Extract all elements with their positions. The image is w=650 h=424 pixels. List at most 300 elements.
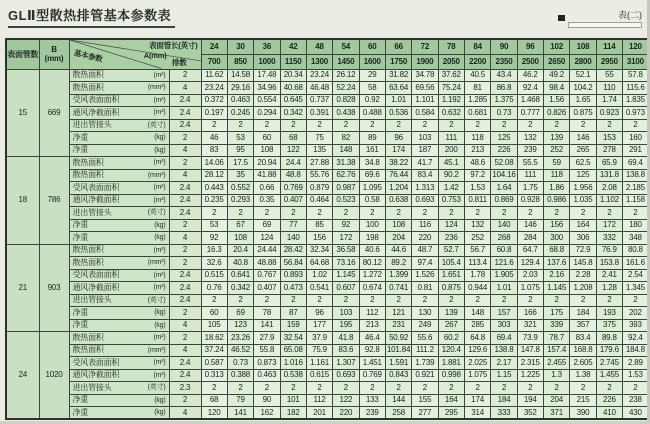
param-label-cell: [69, 244, 169, 257]
value-cell: 145.8: [570, 257, 596, 270]
group-b-value: 1020: [39, 332, 69, 420]
value-cell: 28.42: [280, 244, 306, 257]
value-cell: 75.9: [306, 344, 332, 357]
value-cell: 1.161: [306, 357, 332, 370]
value-cell: 164: [438, 394, 464, 407]
b-header-label: B: [51, 45, 57, 55]
value-cell: 174: [385, 144, 411, 157]
value-cell: 1.01: [491, 282, 517, 295]
length-mm-header: 1000: [254, 54, 280, 69]
value-cell: 258: [385, 407, 411, 420]
param-label-cell: [69, 369, 169, 382]
value-cell: 122: [333, 394, 359, 407]
value-cell: 184.8: [623, 344, 649, 357]
value-cell: 104.16: [491, 169, 517, 182]
value-cell: 92.8: [359, 344, 385, 357]
value-cell: 321: [517, 319, 543, 332]
param-label-wrap: [70, 284, 169, 292]
value-cell: 139: [438, 307, 464, 320]
value-cell: 73.9: [517, 332, 543, 345]
value-cell: 35: [227, 169, 253, 182]
length-in-header: 42: [280, 39, 306, 54]
value-cell: 23.24: [201, 82, 227, 95]
value-cell: 31.38: [333, 157, 359, 170]
value-cell: 16.3: [201, 244, 227, 257]
param-name: 散热面积: [72, 332, 104, 342]
value-cell: 64.7: [517, 244, 543, 257]
value-cell: 375: [596, 319, 622, 332]
param-name: 受风表面面积: [72, 95, 120, 105]
value-cell: 0.973: [623, 107, 649, 120]
value-cell: 1.101: [412, 94, 438, 107]
value-cell: 60.8: [491, 244, 517, 257]
value-cell: 2: [333, 294, 359, 307]
value-cell: 97.4: [412, 257, 438, 270]
value-cell: 111: [438, 132, 464, 145]
value-cell: 184: [570, 307, 596, 320]
value-cell: 0.388: [227, 369, 253, 382]
value-cell: 2: [438, 119, 464, 132]
tube-count-header: [6, 39, 39, 69]
value-cell: 0.737: [306, 94, 332, 107]
value-cell: 2: [306, 207, 332, 220]
length-in-header: 108: [570, 39, 596, 54]
value-cell: 252: [464, 232, 490, 245]
value-cell: 112: [359, 307, 385, 320]
table-row: [6, 269, 649, 282]
value-cell: 0.826: [543, 107, 569, 120]
rows-count-cell: 2: [169, 257, 201, 270]
value-cell: 175: [543, 307, 569, 320]
value-cell: 115.6: [623, 82, 649, 95]
value-cell: 20.94: [254, 157, 280, 170]
value-cell: 0.538: [280, 369, 306, 382]
value-cell: 164: [570, 219, 596, 232]
value-cell: 284: [517, 232, 543, 245]
value-cell: 2: [201, 382, 227, 395]
value-cell: 43.4: [491, 69, 517, 82]
value-cell: 2.605: [570, 357, 596, 370]
value-cell: 2: [543, 207, 569, 220]
value-cell: 0.463: [254, 369, 280, 382]
value-cell: 0.777: [517, 107, 543, 120]
param-name: 净重: [72, 220, 89, 230]
rows-count-cell: 2.4: [169, 194, 201, 207]
value-cell: 41.7: [412, 157, 438, 170]
value-cell: 68: [201, 394, 227, 407]
corner-note: [558, 6, 644, 32]
value-cell: 32.54: [280, 332, 306, 345]
value-cell: 124: [254, 232, 280, 245]
param-unit: (英寸): [147, 384, 166, 392]
value-cell: 46.4: [359, 332, 385, 345]
value-cell: 2.54: [623, 269, 649, 282]
value-cell: 236: [438, 232, 464, 245]
param-unit: (m²): [153, 109, 166, 117]
value-cell: 184: [491, 394, 517, 407]
value-cell: 26.12: [333, 69, 359, 82]
value-cell: 2: [385, 207, 411, 220]
value-cell: 69.4: [491, 332, 517, 345]
value-cell: 48.8: [280, 169, 306, 182]
param-label-cell: [69, 132, 169, 145]
value-cell: 27.9: [254, 332, 280, 345]
value-cell: 1.451: [359, 357, 385, 370]
param-unit: (m²): [153, 284, 166, 292]
value-cell: 121: [385, 307, 411, 320]
value-cell: 1.956: [570, 182, 596, 195]
length-mm-header: 1600: [359, 54, 385, 69]
value-cell: 0.587: [201, 357, 227, 370]
value-cell: 2.315: [517, 357, 543, 370]
param-label-cell: [69, 119, 169, 132]
value-cell: 332: [596, 232, 622, 245]
value-cell: 1.28: [596, 282, 622, 295]
value-cell: 120.4: [438, 344, 464, 357]
table-row: [6, 169, 649, 182]
value-cell: 76.44: [385, 169, 411, 182]
value-cell: 2: [491, 119, 517, 132]
value-cell: 125: [491, 132, 517, 145]
param-unit: (m²): [153, 184, 166, 192]
value-cell: 1.075: [464, 369, 490, 382]
value-cell: 1.65: [570, 94, 596, 107]
length-in-header: 90: [491, 39, 517, 54]
length-in-header: 30: [227, 39, 253, 54]
value-cell: 34.78: [412, 69, 438, 82]
value-cell: 86.8: [491, 82, 517, 95]
value-cell: 303: [491, 319, 517, 332]
value-cell: 0.76: [201, 282, 227, 295]
param-label-cell: [69, 307, 169, 320]
value-cell: 108: [227, 232, 253, 245]
value-cell: 2: [254, 207, 280, 220]
value-cell: 2: [491, 294, 517, 307]
param-label-wrap: [70, 359, 169, 367]
param-unit: (m²): [153, 159, 166, 167]
param-label-wrap: [70, 346, 169, 354]
value-cell: 2: [227, 207, 253, 220]
value-cell: 2: [280, 207, 306, 220]
param-name: 受风表面面积: [72, 270, 120, 280]
value-cell: 2: [280, 382, 306, 395]
value-cell: 179.6: [596, 344, 622, 357]
value-cell: 1.145: [333, 269, 359, 282]
value-cell: 277: [412, 407, 438, 420]
value-cell: 2: [254, 119, 280, 132]
value-cell: 2: [596, 294, 622, 307]
value-cell: 174: [464, 394, 490, 407]
param-label-cell: [69, 394, 169, 407]
value-cell: 193: [596, 307, 622, 320]
value-cell: 89.2: [385, 257, 411, 270]
length-mm-header: 2200: [464, 54, 490, 69]
value-cell: 147.8: [517, 344, 543, 357]
length-in-header: 24: [201, 39, 227, 54]
value-cell: 2: [333, 382, 359, 395]
value-cell: 56.84: [280, 257, 306, 270]
value-cell: 44.6: [385, 244, 411, 257]
param-unit: (mm²): [147, 171, 166, 179]
length-mm-header: 1750: [385, 54, 411, 69]
param-name: 通风净截面积: [72, 107, 120, 117]
length-mm-header: 850: [227, 54, 253, 69]
value-cell: 60.2: [438, 332, 464, 345]
value-cell: 0.693: [412, 194, 438, 207]
param-label-wrap: [70, 96, 169, 104]
rows-count-cell: 2.4: [169, 207, 201, 220]
b-header: [39, 39, 69, 69]
value-cell: 0.438: [333, 107, 359, 120]
param-label-wrap: [70, 321, 169, 329]
value-cell: 133: [359, 394, 385, 407]
value-cell: 2.28: [570, 269, 596, 282]
value-cell: 2: [543, 294, 569, 307]
table-row: [6, 407, 649, 420]
value-cell: 46: [201, 132, 227, 145]
value-cell: 64.8: [464, 332, 490, 345]
parameters-table: [5, 38, 650, 420]
header-row-inches: [6, 39, 649, 54]
length-mm-header: 3100: [623, 54, 649, 69]
value-cell: 265: [570, 144, 596, 157]
group-b-value: 903: [39, 244, 69, 332]
value-cell: 2: [438, 207, 464, 220]
value-cell: 52.24: [333, 82, 359, 95]
value-cell: 139: [543, 132, 569, 145]
value-cell: 2: [623, 119, 649, 132]
param-label-wrap: [70, 184, 169, 192]
value-cell: 17.48: [254, 69, 280, 82]
value-cell: 67: [227, 219, 253, 232]
rows-count-cell: 2: [169, 394, 201, 407]
value-cell: 161: [359, 144, 385, 157]
value-cell: 2: [464, 382, 490, 395]
param-unit: (m²): [153, 334, 166, 342]
value-cell: 55.8: [254, 344, 280, 357]
value-cell: 125: [570, 169, 596, 182]
group-b-value: 786: [39, 157, 69, 245]
value-cell: 2: [491, 207, 517, 220]
value-cell: 1.192: [438, 94, 464, 107]
value-cell: 0.873: [254, 357, 280, 370]
value-cell: 2: [359, 294, 385, 307]
param-label-cell: [69, 194, 169, 207]
value-cell: 2.16: [543, 269, 569, 282]
value-cell: 231: [385, 319, 411, 332]
value-cell: 2: [438, 382, 464, 395]
value-cell: 56.7: [464, 244, 490, 257]
value-cell: 55: [596, 69, 622, 82]
value-cell: 148: [333, 144, 359, 157]
value-cell: 2.025: [464, 357, 490, 370]
value-cell: 2: [412, 382, 438, 395]
param-name: 通风净截面积: [72, 282, 120, 292]
value-cell: 2: [280, 119, 306, 132]
table-row: [6, 232, 649, 245]
value-cell: 132: [464, 219, 490, 232]
value-cell: 144: [385, 394, 411, 407]
value-cell: 69.4: [623, 157, 649, 170]
value-cell: 68: [280, 132, 306, 145]
rows-diag-label: 排数: [171, 58, 187, 67]
value-cell: 0.197: [201, 107, 227, 120]
value-cell: 0.869: [491, 194, 517, 207]
value-cell: 1.208: [570, 282, 596, 295]
param-name: 进出管接头: [72, 207, 112, 217]
value-cell: 103: [333, 307, 359, 320]
value-cell: 0.488: [359, 107, 385, 120]
value-cell: 2: [201, 294, 227, 307]
value-cell: 46.52: [227, 344, 253, 357]
value-cell: 153: [596, 132, 622, 145]
value-cell: 0.741: [385, 282, 411, 295]
value-cell: 0.464: [306, 194, 332, 207]
value-cell: 1.035: [570, 194, 596, 207]
value-cell: 220: [333, 407, 359, 420]
value-cell: 100: [359, 219, 385, 232]
rows-count-cell: 2.4: [169, 119, 201, 132]
value-cell: 180: [623, 219, 649, 232]
value-cell: 111.2: [412, 344, 438, 357]
value-cell: 1.78: [464, 269, 490, 282]
value-cell: 333: [491, 407, 517, 420]
value-cell: 182: [280, 407, 306, 420]
value-cell: 1.42: [438, 182, 464, 195]
value-cell: 46.2: [517, 69, 543, 82]
value-cell: 213: [464, 144, 490, 157]
value-cell: 105: [201, 319, 227, 332]
value-cell: 0.552: [227, 182, 253, 195]
table-row: [6, 307, 649, 320]
param-label-wrap: [70, 109, 169, 117]
table-row: [6, 244, 649, 257]
value-cell: 352: [517, 407, 543, 420]
table-row: [6, 257, 649, 270]
value-cell: 252: [543, 144, 569, 157]
value-cell: 81: [464, 82, 490, 95]
value-cell: 60: [254, 132, 280, 145]
value-cell: 0.767: [254, 269, 280, 282]
value-cell: 1.02: [306, 269, 332, 282]
param-name: 通风净截面积: [72, 370, 120, 380]
length-in-header: 84: [464, 39, 490, 54]
value-cell: 69: [254, 219, 280, 232]
value-cell: 135: [306, 144, 332, 157]
value-cell: 2: [333, 119, 359, 132]
value-cell: 48.6: [464, 157, 490, 170]
param-name: 净重: [72, 145, 89, 155]
value-cell: 430: [623, 407, 649, 420]
param-name: 受风表面面积: [72, 357, 120, 367]
value-cell: 97.2: [464, 169, 490, 182]
param-unit: (m²): [153, 96, 166, 104]
table-row: [6, 294, 649, 307]
value-cell: 105.4: [438, 257, 464, 270]
value-cell: 1.86: [543, 182, 569, 195]
value-cell: 0.645: [280, 94, 306, 107]
rows-count-cell: 4: [169, 144, 201, 157]
param-unit: (英寸): [147, 296, 166, 304]
param-unit: (m²): [153, 246, 166, 254]
param-name: 净重: [72, 132, 89, 142]
value-cell: 2: [254, 382, 280, 395]
value-cell: 118: [543, 169, 569, 182]
value-cell: 160: [623, 132, 649, 145]
value-cell: 1.345: [623, 282, 649, 295]
value-cell: 156: [543, 219, 569, 232]
value-cell: 2.03: [517, 269, 543, 282]
value-cell: 156: [306, 232, 332, 245]
table-row: [6, 219, 649, 232]
value-cell: 36.58: [333, 244, 359, 257]
value-cell: 146: [517, 219, 543, 232]
value-cell: 348: [623, 232, 649, 245]
value-cell: 0.294: [254, 107, 280, 120]
value-cell: 0.293: [227, 194, 253, 207]
param-label-wrap: [70, 171, 169, 179]
value-cell: 52.08: [491, 157, 517, 170]
value-cell: 1.204: [385, 182, 411, 195]
value-cell: 1.739: [412, 357, 438, 370]
basic-params-diag-label: 基本参数: [72, 48, 104, 64]
value-cell: 20.4: [227, 244, 253, 257]
group-tube-count: 21: [6, 244, 39, 332]
value-cell: 371: [543, 407, 569, 420]
value-cell: 2.185: [623, 182, 649, 195]
value-cell: 0.753: [438, 194, 464, 207]
value-cell: 83: [201, 144, 227, 157]
value-cell: 0.342: [280, 107, 306, 120]
value-cell: 53: [201, 219, 227, 232]
table-row: [6, 319, 649, 332]
value-cell: 103: [412, 132, 438, 145]
rows-count-cell: 4: [169, 169, 201, 182]
length-in-header: 48: [306, 39, 332, 54]
value-cell: 87: [280, 307, 306, 320]
value-cell: 53: [227, 132, 253, 145]
value-cell: 0.811: [464, 194, 490, 207]
value-cell: 29: [359, 69, 385, 82]
value-cell: 73.16: [333, 257, 359, 270]
value-cell: 239: [517, 144, 543, 157]
value-cell: 278: [596, 144, 622, 157]
value-cell: 0.73: [227, 357, 253, 370]
param-unit: (m²): [153, 271, 166, 279]
value-cell: 306: [570, 232, 596, 245]
value-cell: 112: [306, 394, 332, 407]
length-mm-header: 2950: [596, 54, 622, 69]
param-name: 净重: [72, 395, 89, 405]
param-label-wrap: [70, 159, 169, 167]
param-label-cell: [69, 332, 169, 345]
value-cell: 1.835: [623, 94, 649, 107]
param-unit: (kg): [154, 234, 166, 242]
value-cell: 92.4: [517, 82, 543, 95]
value-cell: 153.8: [596, 257, 622, 270]
value-cell: 52.1: [570, 69, 596, 82]
value-cell: 2: [227, 382, 253, 395]
value-cell: 55.6: [412, 332, 438, 345]
param-label-wrap: [70, 84, 169, 92]
length-mm-header: 2050: [438, 54, 464, 69]
length-in-header: 72: [412, 39, 438, 54]
value-cell: 98.4: [543, 82, 569, 95]
group-tube-count: 24: [6, 332, 39, 420]
rows-count-cell: 2: [169, 332, 201, 345]
value-cell: 2: [517, 382, 543, 395]
value-cell: 2: [517, 119, 543, 132]
